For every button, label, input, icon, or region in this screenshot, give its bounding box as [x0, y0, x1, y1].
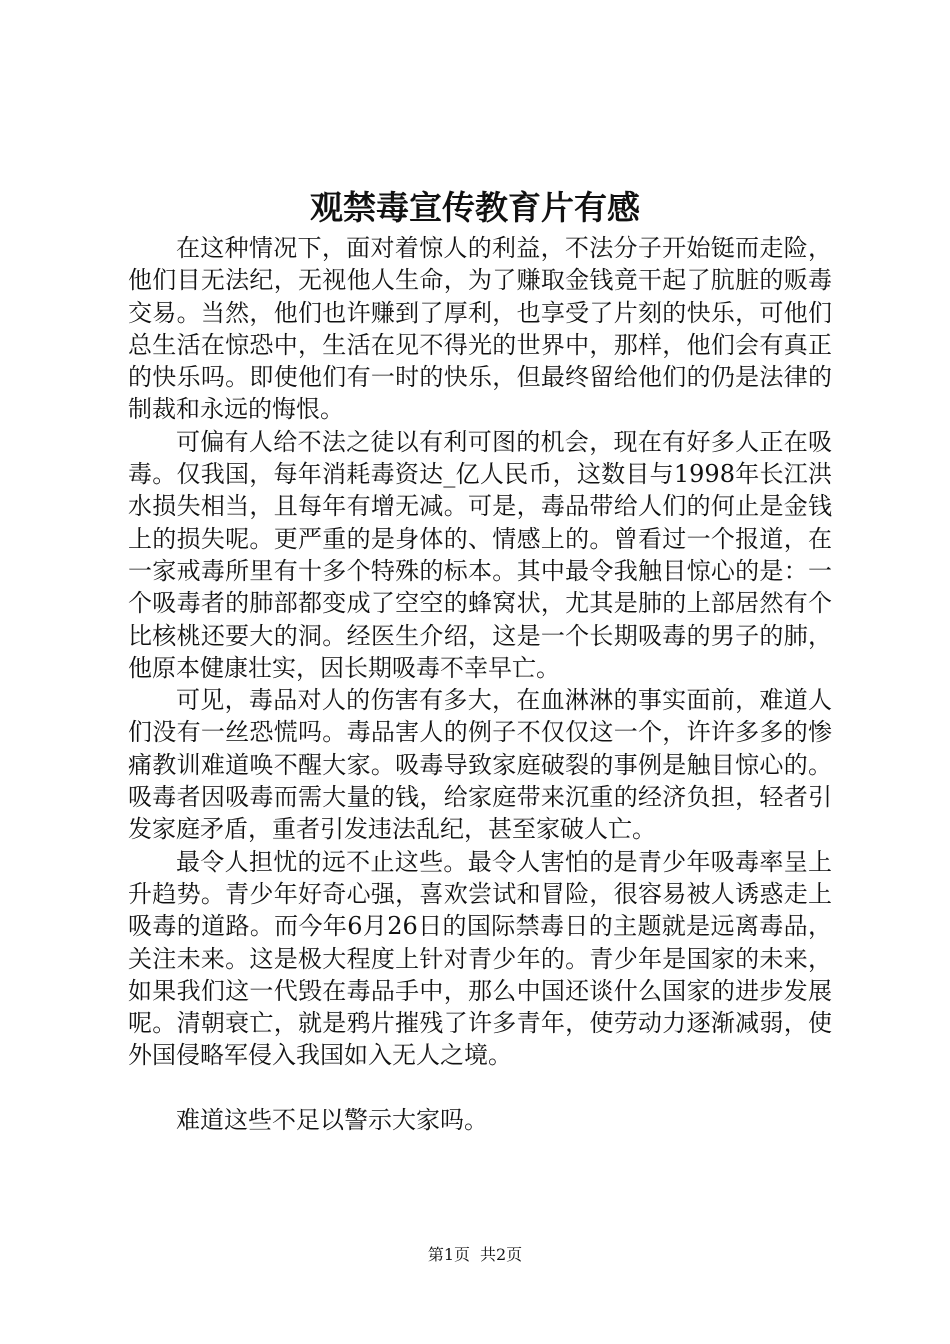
page-footer	[0, 1244, 950, 1266]
paragraph: 可偏有人给不法之徒以有利可图的机会，现在有好多人正在吸毒。仅我国，每年消耗毒资达_亿人民币，这数目与1998年长江洪水损失相当，且每年有增无减。可是，毒品带给人们的何止是金钱上的损失呢。更严重的是身体的、情感上的。曾看过一个报道，在一家戒毒所里有十多个特殊的标本。其中最令我触目惊心的是：一个吸毒者的肺部都变成了空空的蜂窝状，尤其是肺的上部居然有个比核桃还要大的洞。经医生介绍，这是一个长期吸毒的男子的肺，他原本健康壮实，因长期吸毒不幸早亡。	[128, 427, 832, 682]
page-number: 第1页	[427, 1245, 470, 1264]
document-body	[128, 232, 832, 1136]
paragraph: 难道这些不足以警示大家吗。	[176, 1105, 488, 1134]
document-title: 观禁毒宣传教育片有感	[310, 188, 640, 227]
page-total: 共2页	[480, 1245, 523, 1264]
paragraph: 在这种情况下，面对着惊人的利益，不法分子开始铤而走险，他们目无法纪，无视他人生命，为了赚取金钱竟干起了肮脏的贩毒交易。当然，他们也许赚到了厚利，也享受了片刻的快乐，可他们总生活在惊恐中，生活在见不得光的世界中，那样，他们会有真正的快乐吗。即使他们有一时的快乐，但最终留给他们的仍是法律的制裁和永远的悔恨。	[128, 234, 832, 424]
paragraph: 最令人担忧的远不止这些。最令人害怕的是青少年吸毒率呈上升趋势。青少年好奇心强，喜欢尝试和冒险，很容易被人诱惑走上吸毒的道路。而今年6月26日的国际禁毒日的主题就是远离毒品，关注未来。这是极大程度上针对青少年的。青少年是国家的未来，如果我们这一代毁在毒品手中，那么中国还谈什么国家的进步发展呢。清朝衰亡，就是鸦片摧残了许多青年，使劳动力逐渐减弱，使外国侵略军侵入我国如入无人之境。	[128, 847, 832, 1070]
paragraph: 可见，毒品对人的伤害有多大，在血淋淋的事实面前，难道人们没有一丝恐慌吗。毒品害人的例子不仅仅这一个，许许多多的惨痛教训难道唤不醒大家。吸毒导致家庭破裂的事例是触目惊心的。吸毒者因吸毒而需大量的钱，给家庭带来沉重的经济负担，轻者引发家庭矛盾，重者引发违法乱纪，甚至家破人亡。	[128, 686, 832, 844]
